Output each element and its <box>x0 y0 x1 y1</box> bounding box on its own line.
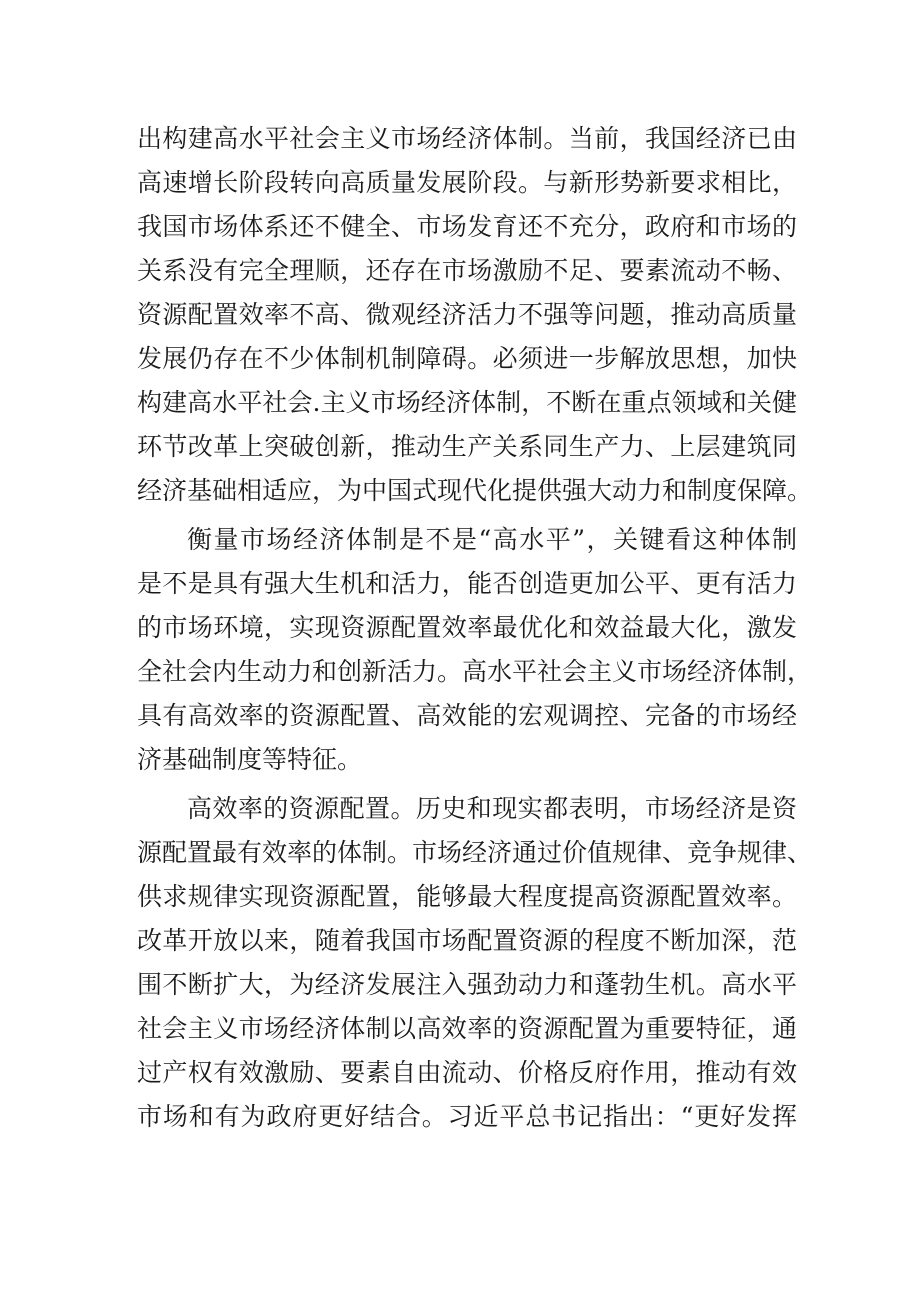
text-line: 高速增长阶段转向高质量发展阶段。与新形势新要求相比， <box>137 168 797 197</box>
text-line: 供求规律实现资源配置，能够最大程度提高资源配置效率。 <box>137 882 797 911</box>
text-line: 资源配置效率不高、微观经济活力不强等问题，推动高质量 <box>137 300 797 329</box>
text-line: 出构建高水平社会主义市场经济体制。当前，我国经济已由 <box>137 124 797 153</box>
paragraph-first-line: 高效率的资源配置。历史和现实都表明，市场经济是资 <box>187 794 797 823</box>
text-line: 市场和有为政府更好结合。习近平总书记指出：“更好发挥 <box>137 1102 797 1131</box>
text-line: 发展仍存在不少体制机制障碍。必须进一步解放思想，加快 <box>137 344 797 373</box>
paragraph-first-line: 衡量市场经济体制是不是“高水平”，关键看这种体制 <box>187 525 797 554</box>
text-line: 环节改革上突破创新，推动生产关系同生产力、上层建筑同 <box>137 432 797 461</box>
text-line: 改革开放以来，随着我国市场配置资源的程度不断加深，范 <box>137 926 797 955</box>
text-line: 全社会内生动力和创新活力。高水平社会主义市场经济体制， <box>137 657 813 686</box>
text-line: 的市场环境，实现资源配置效率最优化和效益最大化，激发 <box>137 613 797 642</box>
text-line: 我国市场体系还不健全、市场发育还不充分，政府和市场的 <box>137 212 797 241</box>
text-line: 济基础制度等特征。 <box>137 745 363 774</box>
text-line: 围不断扩大，为经济发展注入强劲动力和蓬勃生机。高水平 <box>137 970 797 999</box>
text-line: 源配置最有效率的体制。市场经济通过价值规律、竞争规律、 <box>137 838 813 867</box>
text-line: 经济基础相适应，为中国式现代化提供强大动力和制度保障。 <box>137 476 813 505</box>
text-line: 关系没有完全理顺，还存在市场激励不足、要素流动不畅、 <box>137 256 797 285</box>
text-line: 过产权有效激励、要素自由流动、价格反府作用，推动有效 <box>137 1058 797 1087</box>
text-line: 构建高水平社会.主义市场经济体制，不断在重点领域和关健 <box>137 388 797 417</box>
text-line: 具有高效率的资源配置、高效能的宏观调控、完备的市场经 <box>137 701 797 730</box>
text-line: 是不是具有强大生机和活力，能否创造更加公平、更有活力 <box>137 569 797 598</box>
text-line: 社会主义市场经济体制以高效率的资源配置为重要特征，通 <box>137 1014 797 1043</box>
